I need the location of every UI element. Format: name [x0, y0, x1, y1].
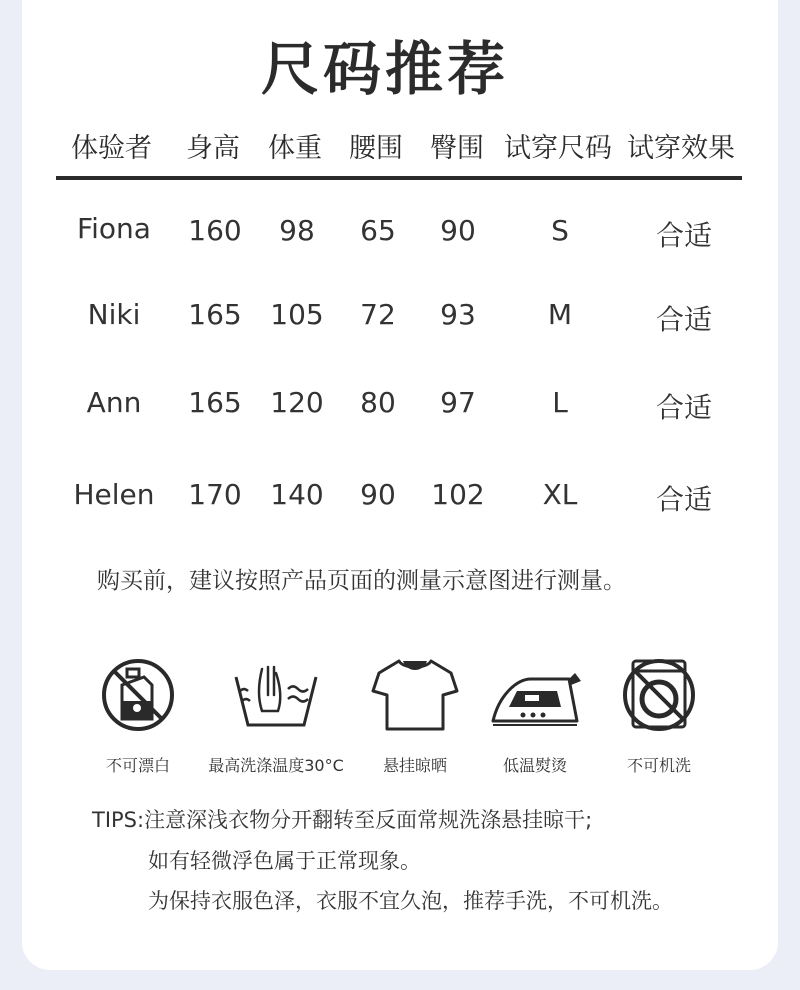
row-hip: 102 [431, 478, 485, 511]
header-height: 身高 [186, 133, 240, 164]
row-effect: 合适 [655, 391, 713, 424]
row-height: 160 [188, 214, 242, 247]
header-waist: 腰围 [349, 133, 403, 164]
row-effect: 合适 [655, 483, 713, 516]
header-tester: 体验者 [71, 133, 152, 164]
header-size: 试穿尺码 [504, 133, 612, 164]
measurement-note: 购买前，建议按照产品页面的测量示意图进行测量。 [97, 568, 626, 594]
header-weight: 体重 [268, 133, 322, 164]
row-waist: 72 [360, 298, 396, 331]
row-weight: 140 [270, 478, 324, 511]
care-item [201, 655, 351, 775]
row-weight: 120 [270, 386, 324, 419]
care-item [584, 655, 734, 775]
low-iron-icon [487, 655, 583, 735]
row-height: 165 [188, 386, 242, 419]
row-height: 170 [188, 478, 242, 511]
header-hip: 臀围 [430, 133, 484, 164]
row-hip: 93 [440, 298, 476, 331]
row-name: Niki [87, 298, 141, 331]
header-effect: 试穿效果 [627, 133, 735, 164]
care-label: 不可漂白 [105, 756, 170, 775]
row-effect: 合适 [655, 219, 713, 252]
tips-line: 如有轻微浮色属于正常现象。 [148, 849, 421, 873]
header-divider [56, 176, 742, 180]
wash-30-icon [228, 655, 324, 735]
row-size: L [552, 386, 568, 419]
row-size: M [547, 298, 573, 331]
row-weight: 105 [270, 298, 324, 331]
row-name: Helen [73, 478, 155, 511]
tips-line: TIPS:注意深浅衣物分开翻转至反面常规洗涤悬挂晾干; [92, 808, 593, 832]
care-label: 悬挂晾晒 [382, 756, 447, 775]
row-height: 165 [188, 298, 242, 331]
no-machine-wash-icon [619, 655, 699, 735]
care-label: 低温熨烫 [502, 756, 567, 775]
row-effect: 合适 [655, 303, 713, 336]
row-name: Ann [86, 386, 142, 419]
row-size: S [551, 214, 569, 247]
page-title: 尺码推荐 [260, 35, 509, 103]
row-waist: 65 [360, 214, 396, 247]
row-waist: 80 [360, 386, 396, 419]
row-size: XL [542, 478, 578, 511]
hang-dry-icon [369, 655, 461, 735]
row-hip: 90 [440, 214, 476, 247]
tips-line: 为保持衣服色泽，衣服不宜久泡，推荐手洗，不可机洗。 [148, 889, 673, 913]
row-hip: 97 [440, 386, 476, 419]
row-waist: 90 [360, 478, 396, 511]
row-name: Fiona [77, 212, 151, 245]
care-label: 不可机洗 [626, 756, 691, 775]
no-bleach-icon [98, 655, 178, 735]
care-item [63, 655, 213, 775]
care-label: 最高洗涤温度30°C [208, 756, 344, 775]
row-weight: 98 [279, 214, 315, 247]
